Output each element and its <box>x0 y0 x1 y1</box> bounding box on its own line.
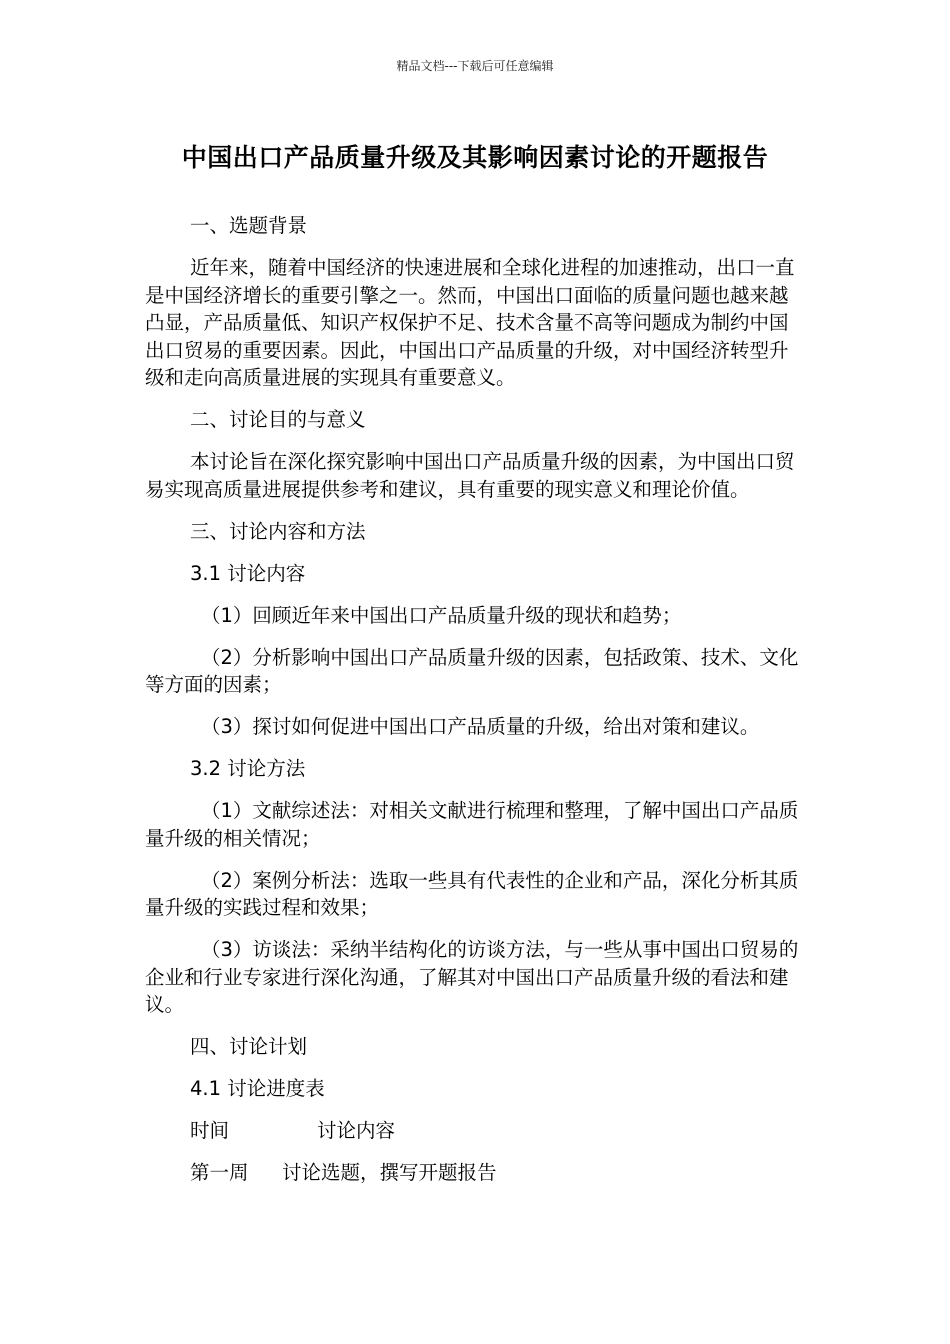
content-item-1: （1）回顾近年来中国出口产品质量升级的现状和趋势； <box>201 603 682 627</box>
section-4-1-heading: 4.1 讨论进度表 <box>190 1077 325 1100</box>
section-4-heading: 四、讨论计划 <box>190 1035 308 1058</box>
schedule-header-content: 讨论内容 <box>317 1119 396 1142</box>
section-2-paragraph: 本讨论旨在深化探究影响中国出口产品质量升级的因素，为中国出口贸易实现高质量进展提供参考和建议，具有重要的现实意义和理论价值。 <box>145 450 795 501</box>
section-1-paragraph: 近年来，随着中国经济的快速进展和全球化进程的加速推动，出口一直是中国经济增长的重要引擎之一。然而，中国出口面临的质量问题也越来越凸显，产品质量低、知识产权保护不足、技术含量不高等问题成为制约中国出口贸易的重要因素。因此，中国出口产品质量的升级，对中国经济转型升级和走向高质量进展的实现具有重要意义。 <box>145 256 795 389</box>
content-item-2: （2）分析影响中国出口产品质量升级的因素，包括政策、技术、文化等方面的因素； <box>145 645 799 696</box>
schedule-header-row <box>145 1117 807 1145</box>
section-2-heading: 二、讨论目的与意义 <box>190 408 366 431</box>
document-body <box>145 212 807 1201</box>
section-3-heading: 三、讨论内容和方法 <box>190 519 366 543</box>
content-item-3: （3）探讨如何促进中国出口产品质量的升级，给出对策和建议。 <box>201 715 760 738</box>
section-3-1-heading: 3.1 讨论内容 <box>190 561 306 585</box>
method-item-3: （3）访谈法：采纳半结构化的访谈方法，与一些从事中国出口贸易的企业和行业专家进行深化沟通，了解其对中国出口产品质量升级的看法和建议。 <box>145 938 799 1016</box>
document-title: 中国出口产品质量升级及其影响因素讨论的开题报告 <box>181 143 769 172</box>
method-item-1: （1）文献综述法：对相关文献进行梳理和整理，了解中国出口产品质量升级的相关情况； <box>145 799 799 850</box>
header-note: 精品文档---下载后可任意编辑 <box>396 59 554 73</box>
section-1-heading: 一、选题背景 <box>190 214 308 237</box>
schedule-row-content: 讨论选题，撰写开题报告 <box>282 1161 497 1184</box>
section-3-2-heading: 3.2 讨论方法 <box>190 757 306 780</box>
schedule-row <box>145 1159 807 1187</box>
schedule-header-time: 时间 <box>190 1119 230 1142</box>
method-item-2: （2）案例分析法：选取一些具有代表性的企业和产品，深化分析其质量升级的实践过程和效果； <box>145 868 799 919</box>
schedule-row-time: 第一周 <box>190 1161 249 1184</box>
